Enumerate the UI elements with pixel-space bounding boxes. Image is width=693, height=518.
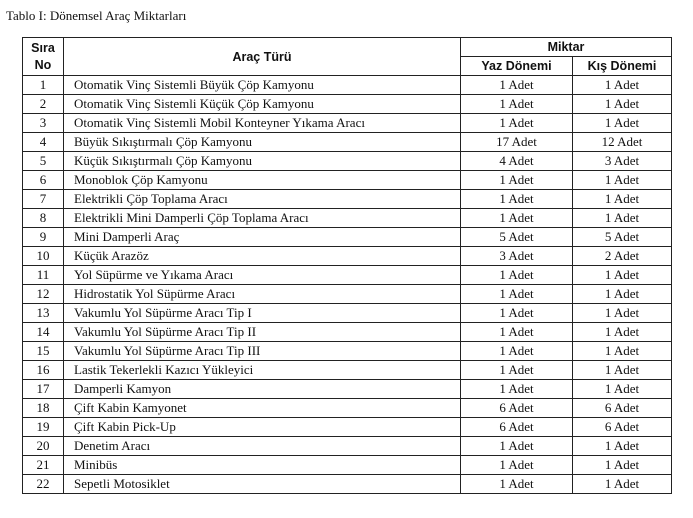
vehicle-type-cell: Otomatik Vinç Sistemli Mobil Konteyner Yıkama Aracı <box>64 114 461 133</box>
row-number-cell: 14 <box>23 323 64 342</box>
table-row <box>23 399 672 418</box>
winter-quantity-cell: 1 Adet <box>573 190 672 209</box>
winter-quantity-cell: 1 Adet <box>573 361 672 380</box>
winter-quantity-cell: 1 Adet <box>573 323 672 342</box>
row-number-cell: 4 <box>23 133 64 152</box>
table-row <box>23 437 672 456</box>
table-row <box>23 456 672 475</box>
winter-quantity-cell: 3 Adet <box>573 152 672 171</box>
row-number-cell: 16 <box>23 361 64 380</box>
winter-quantity-cell: 12 Adet <box>573 133 672 152</box>
row-number-cell: 18 <box>23 399 64 418</box>
winter-quantity-cell: 1 Adet <box>573 76 672 95</box>
vehicle-type-cell: Elektrikli Çöp Toplama Aracı <box>64 190 461 209</box>
row-number-cell: 12 <box>23 285 64 304</box>
summer-quantity-cell: 1 Adet <box>461 361 573 380</box>
summer-quantity-cell: 1 Adet <box>461 171 573 190</box>
vehicle-type-cell: Minibüs <box>64 456 461 475</box>
summer-quantity-cell: 1 Adet <box>461 76 573 95</box>
table-row <box>23 152 672 171</box>
table-row <box>23 285 672 304</box>
row-number-cell: 13 <box>23 304 64 323</box>
winter-quantity-cell: 1 Adet <box>573 171 672 190</box>
table-row <box>23 190 672 209</box>
table-row <box>23 418 672 437</box>
summer-quantity-cell: 1 Adet <box>461 209 573 228</box>
table-row <box>23 209 672 228</box>
summer-quantity-cell: 1 Adet <box>461 190 573 209</box>
table-row <box>23 266 672 285</box>
row-number-cell: 8 <box>23 209 64 228</box>
vehicle-type-cell: Otomatik Vinç Sistemli Küçük Çöp Kamyonu <box>64 95 461 114</box>
vehicle-type-cell: Denetim Aracı <box>64 437 461 456</box>
winter-quantity-cell: 5 Adet <box>573 228 672 247</box>
winter-quantity-cell: 1 Adet <box>573 285 672 304</box>
summer-quantity-cell: 1 Adet <box>461 266 573 285</box>
table-row <box>23 247 672 266</box>
vehicle-type-cell: Sepetli Motosiklet <box>64 475 461 494</box>
vehicle-type-cell: Vakumlu Yol Süpürme Aracı Tip I <box>64 304 461 323</box>
row-number-cell: 22 <box>23 475 64 494</box>
vehicle-table <box>22 37 672 494</box>
table-row <box>23 304 672 323</box>
vehicle-type-cell: Çift Kabin Pick-Up <box>64 418 461 437</box>
vehicle-type-cell: Çift Kabin Kamyonet <box>64 399 461 418</box>
winter-quantity-cell: 1 Adet <box>573 380 672 399</box>
winter-quantity-cell: 1 Adet <box>573 475 672 494</box>
row-number-cell: 10 <box>23 247 64 266</box>
vehicle-type-cell: Elektrikli Mini Damperli Çöp Toplama Aracı <box>64 209 461 228</box>
summer-quantity-cell: 4 Adet <box>461 152 573 171</box>
row-number-cell: 15 <box>23 342 64 361</box>
row-number-cell: 20 <box>23 437 64 456</box>
summer-quantity-cell: 1 Adet <box>461 95 573 114</box>
winter-quantity-cell: 1 Adet <box>573 114 672 133</box>
table-row <box>23 171 672 190</box>
summer-quantity-cell: 1 Adet <box>461 285 573 304</box>
summer-quantity-cell: 17 Adet <box>461 133 573 152</box>
vehicle-type-cell: Monoblok Çöp Kamyonu <box>64 171 461 190</box>
vehicle-type-cell: Küçük Sıkıştırmalı Çöp Kamyonu <box>64 152 461 171</box>
table-row <box>23 475 672 494</box>
winter-quantity-cell: 6 Adet <box>573 418 672 437</box>
vehicle-type-cell: Büyük Sıkıştırmalı Çöp Kamyonu <box>64 133 461 152</box>
vehicle-type-cell: Hidrostatik Yol Süpürme Aracı <box>64 285 461 304</box>
winter-quantity-cell: 1 Adet <box>573 266 672 285</box>
table-header <box>23 38 672 76</box>
vehicle-type-cell: Küçük Arazöz <box>64 247 461 266</box>
miktar-header: Miktar <box>461 38 672 57</box>
row-number-cell: 21 <box>23 456 64 475</box>
winter-quantity-cell: 1 Adet <box>573 304 672 323</box>
vehicle-type-cell: Damperli Kamyon <box>64 380 461 399</box>
summer-quantity-cell: 1 Adet <box>461 437 573 456</box>
summer-quantity-cell: 3 Adet <box>461 247 573 266</box>
winter-quantity-cell: 1 Adet <box>573 209 672 228</box>
vehicle-type-cell: Vakumlu Yol Süpürme Aracı Tip II <box>64 323 461 342</box>
kis-donemi-header: Kış Dönemi <box>573 57 672 76</box>
summer-quantity-cell: 6 Adet <box>461 418 573 437</box>
table-row <box>23 76 672 95</box>
row-number-cell: 5 <box>23 152 64 171</box>
summer-quantity-cell: 1 Adet <box>461 323 573 342</box>
summer-quantity-cell: 1 Adet <box>461 475 573 494</box>
winter-quantity-cell: 1 Adet <box>573 456 672 475</box>
vehicle-type-cell: Mini Damperli Araç <box>64 228 461 247</box>
row-number-cell: 9 <box>23 228 64 247</box>
summer-quantity-cell: 1 Adet <box>461 304 573 323</box>
summer-quantity-cell: 5 Adet <box>461 228 573 247</box>
row-number-cell: 7 <box>23 190 64 209</box>
row-number-cell: 19 <box>23 418 64 437</box>
winter-quantity-cell: 2 Adet <box>573 247 672 266</box>
vehicle-type-cell: Otomatik Vinç Sistemli Büyük Çöp Kamyonu <box>64 76 461 95</box>
summer-quantity-cell: 1 Adet <box>461 342 573 361</box>
table-row <box>23 114 672 133</box>
table-row <box>23 380 672 399</box>
row-number-cell: 1 <box>23 76 64 95</box>
vehicle-type-cell: Yol Süpürme ve Yıkama Aracı <box>64 266 461 285</box>
table-row <box>23 228 672 247</box>
arac-turu-header: Araç Türü <box>64 38 461 76</box>
table-body <box>23 76 672 494</box>
table-row <box>23 361 672 380</box>
winter-quantity-cell: 6 Adet <box>573 399 672 418</box>
table-row <box>23 133 672 152</box>
yaz-donemi-header: Yaz Dönemi <box>461 57 573 76</box>
vehicle-type-cell: Lastik Tekerlekli Kazıcı Yükleyici <box>64 361 461 380</box>
sira-no-header-line1: Sıra <box>31 40 55 55</box>
summer-quantity-cell: 1 Adet <box>461 456 573 475</box>
row-number-cell: 6 <box>23 171 64 190</box>
winter-quantity-cell: 1 Adet <box>573 95 672 114</box>
winter-quantity-cell: 1 Adet <box>573 342 672 361</box>
table-row <box>23 323 672 342</box>
sira-no-header <box>23 38 64 76</box>
row-number-cell: 11 <box>23 266 64 285</box>
table-row <box>23 95 672 114</box>
row-number-cell: 17 <box>23 380 64 399</box>
table-row <box>23 342 672 361</box>
vehicle-type-cell: Vakumlu Yol Süpürme Aracı Tip III <box>64 342 461 361</box>
summer-quantity-cell: 1 Adet <box>461 114 573 133</box>
row-number-cell: 2 <box>23 95 64 114</box>
summer-quantity-cell: 6 Adet <box>461 399 573 418</box>
winter-quantity-cell: 1 Adet <box>573 437 672 456</box>
table-caption: Tablo I: Dönemsel Araç Miktarları <box>6 8 187 23</box>
summer-quantity-cell: 1 Adet <box>461 380 573 399</box>
sira-no-header-line2: No <box>34 57 52 72</box>
row-number-cell: 3 <box>23 114 64 133</box>
